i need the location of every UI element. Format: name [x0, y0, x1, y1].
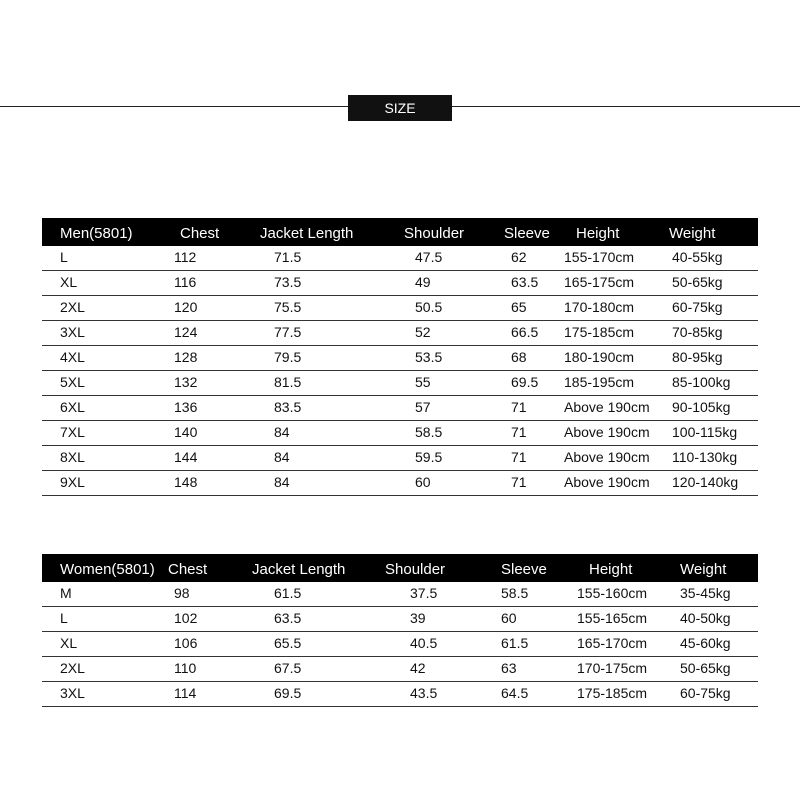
table-cell: 2XL — [60, 299, 85, 315]
table-cell: 102 — [174, 610, 198, 626]
table-cell: 60 — [501, 610, 517, 626]
table-cell: 83.5 — [274, 399, 302, 415]
table-cell: 67.5 — [274, 660, 302, 676]
table-cell: 50-65kg — [680, 660, 731, 676]
table-cell: 106 — [174, 635, 198, 651]
table-cell: 50-65kg — [672, 274, 723, 290]
table-cell: 185-195cm — [564, 374, 635, 390]
table-cell: 40.5 — [410, 635, 438, 651]
table-cell: 42 — [410, 660, 426, 676]
table-cell: Above 190cm — [564, 424, 650, 440]
table-row — [42, 321, 758, 346]
table-cell: 136 — [174, 399, 198, 415]
table-cell: 63.5 — [274, 610, 302, 626]
table-cell: 148 — [174, 474, 198, 490]
table-cell: 5XL — [60, 374, 85, 390]
column-header: Chest — [168, 561, 208, 578]
table-cell: 132 — [174, 374, 198, 390]
table-cell: 65.5 — [274, 635, 302, 651]
table-cell: 69.5 — [511, 374, 539, 390]
table-cell: 9XL — [60, 474, 85, 490]
table-cell: 165-170cm — [577, 635, 648, 651]
table-header-row — [42, 218, 758, 246]
table-cell: 40-50kg — [680, 610, 731, 626]
table-cell: 37.5 — [410, 585, 438, 601]
column-header: Weight — [669, 225, 716, 242]
table-cell: 35-45kg — [680, 585, 731, 601]
table-cell: XL — [60, 635, 78, 651]
table-cell: 124 — [174, 324, 198, 340]
table-cell: 70-85kg — [672, 324, 723, 340]
women-size-table — [42, 554, 758, 707]
column-header: Sleeve — [504, 225, 550, 242]
table-cell: 85-100kg — [672, 374, 731, 390]
table-row — [42, 421, 758, 446]
table-cell: 170-180cm — [564, 299, 635, 315]
table-cell: 62 — [511, 249, 527, 265]
table-cell: 47.5 — [415, 249, 443, 265]
table-cell: L — [60, 249, 68, 265]
table-cell: 64.5 — [501, 685, 529, 701]
table-cell: 128 — [174, 349, 198, 365]
table-cell: 100-115kg — [672, 424, 738, 440]
table-cell: 180-190cm — [564, 349, 635, 365]
column-header: Women(5801) — [60, 561, 155, 578]
table-cell: 43.5 — [410, 685, 438, 701]
table-cell: 84 — [274, 449, 290, 465]
size-title-badge: SIZE — [348, 95, 452, 121]
table-cell: 60-75kg — [672, 299, 723, 315]
table-cell: Above 190cm — [564, 449, 650, 465]
table-cell: 8XL — [60, 449, 85, 465]
column-header: Jacket Length — [252, 561, 346, 578]
table-cell: 39 — [410, 610, 426, 626]
table-cell: XL — [60, 274, 78, 290]
table-cell: 59.5 — [415, 449, 443, 465]
table-cell: 84 — [274, 424, 290, 440]
table-cell: 81.5 — [274, 374, 302, 390]
column-header: Chest — [180, 225, 220, 242]
table-cell: 7XL — [60, 424, 85, 440]
table-row — [42, 632, 758, 657]
table-cell: 61.5 — [274, 585, 302, 601]
table-cell: 6XL — [60, 399, 85, 415]
table-cell: 73.5 — [274, 274, 302, 290]
table-cell: L — [60, 610, 68, 626]
table-cell: 110 — [174, 660, 197, 676]
table-row — [42, 471, 758, 496]
table-cell: 55 — [415, 374, 431, 390]
table-cell: 165-175cm — [564, 274, 635, 290]
column-header: Sleeve — [501, 561, 547, 578]
table-row — [42, 271, 758, 296]
table-cell: 71.5 — [274, 249, 302, 265]
table-cell: 71 — [511, 449, 527, 465]
table-row — [42, 446, 758, 471]
column-header: Jacket Length — [260, 225, 354, 242]
table-cell: 4XL — [60, 349, 85, 365]
table-cell: 155-165cm — [577, 610, 648, 626]
table-cell: 98 — [174, 585, 190, 601]
table-cell: 175-185cm — [564, 324, 635, 340]
table-row — [42, 396, 758, 421]
table-cell: 50.5 — [415, 299, 443, 315]
table-cell: 116 — [174, 274, 197, 290]
table-cell: 175-185cm — [577, 685, 648, 701]
table-cell: 110-130kg — [672, 449, 738, 465]
table-cell: 112 — [174, 249, 197, 265]
table-cell: 60 — [415, 474, 431, 490]
column-header: Height — [576, 225, 620, 242]
table-cell: 71 — [511, 424, 527, 440]
column-header: Height — [589, 561, 633, 578]
table-cell: 66.5 — [511, 324, 539, 340]
table-cell: 75.5 — [274, 299, 302, 315]
table-cell: 58.5 — [415, 424, 443, 440]
table-cell: 65 — [511, 299, 527, 315]
column-header: Men(5801) — [60, 225, 133, 242]
table-cell: 63 — [501, 660, 517, 676]
column-header: Weight — [680, 561, 727, 578]
table-row — [42, 296, 758, 321]
table-cell: 90-105kg — [672, 399, 731, 415]
table-cell: 71 — [511, 399, 527, 415]
table-cell: 53.5 — [415, 349, 443, 365]
table-cell: 71 — [511, 474, 527, 490]
table-cell: 63.5 — [511, 274, 539, 290]
table-cell: 61.5 — [501, 635, 529, 651]
table-cell: 80-95kg — [672, 349, 723, 365]
table-row — [42, 371, 758, 396]
table-cell: 60-75kg — [680, 685, 731, 701]
table-cell: 79.5 — [274, 349, 302, 365]
table-cell: 58.5 — [501, 585, 529, 601]
table-cell: 3XL — [60, 685, 85, 701]
table-cell: 3XL — [60, 324, 85, 340]
table-row — [42, 607, 758, 632]
table-cell: 45-60kg — [680, 635, 731, 651]
table-cell: 49 — [415, 274, 431, 290]
table-cell: 114 — [174, 685, 197, 701]
column-header: Shoulder — [404, 225, 465, 242]
table-cell: 155-160cm — [577, 585, 648, 601]
table-cell: 140 — [174, 424, 198, 440]
table-cell: 57 — [415, 399, 431, 415]
table-cell: 120-140kg — [672, 474, 739, 490]
table-header-row — [42, 554, 758, 582]
column-header: Shoulder — [385, 561, 446, 578]
table-row — [42, 682, 758, 707]
table-cell: 40-55kg — [672, 249, 723, 265]
table-cell: Above 190cm — [564, 474, 650, 490]
table-cell: M — [60, 585, 72, 601]
table-cell: 144 — [174, 449, 198, 465]
table-cell: 120 — [174, 299, 198, 315]
table-row — [42, 346, 758, 371]
table-cell: 84 — [274, 474, 290, 490]
table-cell: 52 — [415, 324, 431, 340]
table-cell: 68 — [511, 349, 527, 365]
table-cell: Above 190cm — [564, 399, 650, 415]
table-cell: 77.5 — [274, 324, 302, 340]
table-row — [42, 246, 758, 271]
table-row — [42, 657, 758, 682]
table-row — [42, 582, 758, 607]
table-cell: 170-175cm — [577, 660, 648, 676]
table-cell: 155-170cm — [564, 249, 635, 265]
table-cell: 2XL — [60, 660, 85, 676]
table-cell: 69.5 — [274, 685, 302, 701]
men-size-table — [42, 218, 758, 496]
